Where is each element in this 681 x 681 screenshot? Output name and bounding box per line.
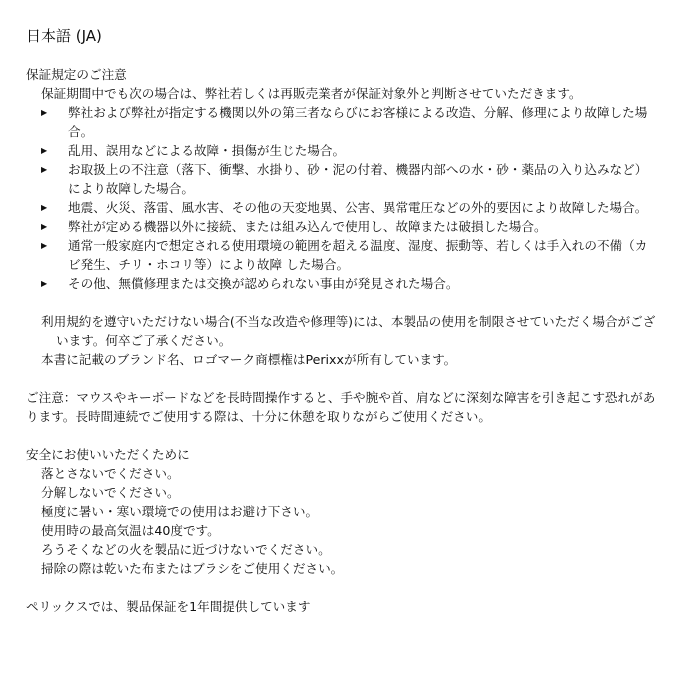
warranty-heading: 保証規定のご注意 — [26, 67, 127, 82]
bullet-icon: ▶ — [41, 165, 48, 174]
list-item — [41, 160, 656, 198]
list-item-text: 弊社および弊社が指定する機関以外の第三者ならびにお客様による改造、分解、修理により故障した場合。 — [68, 105, 648, 139]
list-item-text: その他、無償修理または交換が認められない事由が発見された場合。 — [68, 276, 459, 291]
bullet-icon: ▶ — [41, 241, 48, 250]
list-item — [41, 103, 656, 141]
manual-page — [26, 26, 656, 616]
list-item-text: 乱用、誤用などによる故障・損傷が生じた場合。 — [68, 143, 346, 158]
list-item-text: お取扱上の不注意（落下、衝撃、水掛り、砂・泥の付着、機器内部への水・砂・薬品の入り込みなど）により故障した場合。 — [68, 162, 648, 196]
list-item — [41, 198, 656, 217]
bullet-icon: ▶ — [41, 222, 48, 231]
list-item-text: 通常一般家庭内で想定される使用環境の範囲を超える温度、湿度、振動等、若しくは手入れの不備（カビ発生、チリ・ホコリ等）により故障 した場合。 — [68, 238, 648, 272]
trademark-note: 本書に記載のブランド名、ロゴマーク商標権はPerixxが所有しています。 — [41, 352, 457, 367]
list-item — [41, 217, 656, 236]
list-item: 極度に暑い・寒い環境での使用はお避け下さい。 — [41, 504, 319, 519]
bullet-icon: ▶ — [41, 279, 48, 288]
list-item: ろうそくなどの火を製品に近づけないでください。 — [41, 542, 331, 557]
list-item: 落とさないでください。 — [41, 466, 180, 481]
terms-note-block — [26, 312, 656, 350]
language-title: 日本語 (JA) — [26, 27, 102, 45]
list-item: 掃除の際は乾いた布またはブラシをご使用ください。 — [41, 561, 344, 576]
list-item-text: 地震、火災、落雷、風水害、その他の天変地異、公害、異常電圧などの外的要因により故障した場合。 — [68, 200, 648, 215]
list-item — [41, 141, 656, 160]
bullet-icon: ▶ — [41, 203, 48, 212]
list-item — [41, 236, 656, 274]
caution-note: ご注意：マウスやキーボードなどを長時間操作すると、手や腕や首、肩などに深刻な障害を引き起こす恐れがあります。長時間連続でご使用する際は、十分に休憩を取りながらご使用ください。 — [26, 390, 656, 424]
terms-note: 利用規約を遵守いただけない場合(不当な改造や修理等)には、本製品の使用を制限させていただく場合がございます。何卒ご了承ください。 — [41, 314, 656, 348]
list-item-text: 弊社が定める機器以外に接続、または組み込んで使用し、故障または破損した場合。 — [68, 219, 547, 234]
list-item — [41, 274, 656, 293]
list-item: 使用時の最高気温は40度です。 — [41, 523, 220, 538]
bullet-icon: ▶ — [41, 146, 48, 155]
warranty-period: ペリックスでは、製品保証を1年間提供しています — [26, 599, 311, 614]
bullet-icon: ▶ — [41, 108, 48, 117]
warranty-exclusion-list — [26, 103, 656, 293]
safety-heading: 安全にお使いいただくために — [26, 447, 190, 462]
warranty-intro: 保証期間中でも次の場合は、弊社若しくは再販売業者が保証対象外と判断させていただきます。 — [41, 86, 582, 101]
safety-list — [26, 464, 656, 578]
list-item: 分解しないでください。 — [41, 485, 180, 500]
